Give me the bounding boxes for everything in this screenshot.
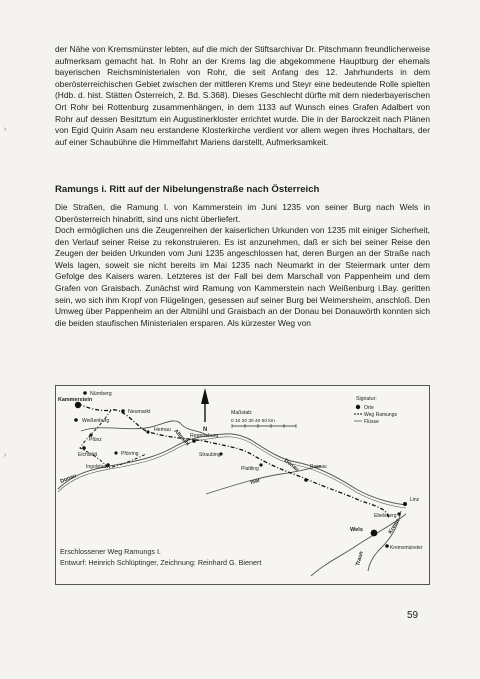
paragraph-text: Die Straßen, die Ramung I. von Kammerstein im Juni 1235 von seiner Burg nach Wels in Oberösterreich hinabritt, sind uns nicht überliefert.	[55, 202, 430, 224]
north-label: N	[203, 427, 208, 433]
place-marker	[82, 446, 86, 450]
river-label-donau-east: Donau	[282, 457, 300, 473]
place-ebelsberg: Ebelsberg	[374, 513, 397, 519]
place-marker	[114, 451, 117, 454]
margin-mark: ›	[4, 126, 7, 133]
place-straubing: Straubing	[199, 452, 221, 458]
place-regensburg: Regensburg	[190, 433, 219, 439]
place-marker	[371, 530, 378, 537]
place-marker	[397, 512, 400, 515]
river-label-isar: Isar	[249, 477, 261, 486]
legend-weg: Weg Ramungs	[364, 412, 397, 418]
place-marker	[146, 430, 149, 433]
map-caption-title: Erschlossener Weg Ramungs I.	[60, 547, 161, 556]
place-neumarkt: Neumarkt	[128, 409, 151, 415]
map-caption-credits: Entwurf: Heinrich Schlüptinger, Zeichnung: Reinhard G. Bienert	[60, 558, 262, 567]
paragraph-text: Doch ermöglichen uns die Zeugenreihen der kaiserlichen Urkunden von 1235 mit einiger Sicherheit, den Verlauf seiner Reise zu rekonstruieren. Es ist anzunehmen, daß er sich bei seiner Reise den Zeugen der beiden Urkunden vom Juni 1235 angeschlossen hat, deren Burgen an der Straße nach Wels lagen, soweit sie nicht bereits im Mai 1235 nach Neumarkt in der Steiermark unter dem Gefolge des Kaisers waren. Letzteres ist der Fall bei dem Marschall von Pappenheim und dem Grafen von Graisbach. Zunächst wird Ramung von Kammerstein nach Weißenburg i.Bay. geritten sein, wo sich ihm Kropf von Flügelingen, gesessen auf seiner Burg bei Weimersheim, anschloß. Den Umweg über Pappenheim an der Altmühl und Graisbach an der Donau bei Donauwörth konnten sich die beiden staufischen Ministerialen ersparen. Als kürzester Weg von	[55, 225, 430, 328]
river-isar	[206, 466, 321, 494]
place-hemau: Hemau	[154, 427, 171, 433]
river-label-altmuehl: Altmühl	[172, 428, 191, 448]
place-marker	[385, 544, 389, 548]
place-pfoerring: Pförring	[121, 451, 139, 457]
paragraph-route-detail	[55, 225, 430, 329]
river-donau-east-bank	[208, 437, 406, 508]
legend-title: Signatur:	[356, 396, 377, 402]
place-plattling: Plattling	[241, 466, 259, 472]
page-number: 59	[407, 610, 419, 621]
place-wels: Wels	[350, 527, 363, 533]
scale-ticks: 0 10 20 30 40 50 km	[231, 419, 275, 424]
legend-fluesse: Flüsse	[364, 419, 379, 425]
paragraph-route-intro	[55, 202, 430, 225]
place-eichstaett: Eichstätt	[78, 452, 98, 458]
place-marker	[403, 502, 407, 506]
section-heading: Ramungs i. Ritt auf der Nibelungenstraße nach Österreich	[55, 184, 320, 195]
place-nuernberg: Nürnberg	[90, 391, 112, 397]
legend-place-icon	[356, 405, 360, 409]
place-marker	[83, 391, 87, 395]
place-kremsmuenster: Kremsmünster	[390, 545, 423, 551]
legend-orte: Orte	[364, 405, 374, 411]
place-pfuenz: Pfünz	[89, 437, 102, 443]
margin-mark: ›	[4, 452, 7, 459]
river-donau-west-bank	[58, 439, 208, 492]
place-kammerstein: Kammerstein	[58, 397, 93, 403]
scale-title: Maßstab:	[231, 410, 253, 416]
place-weissenburg: Weißenburg	[82, 418, 110, 424]
paragraph-intro	[55, 44, 430, 148]
place-passau: Passau	[310, 464, 327, 470]
paragraph-text: der Nähe von Kremsmünster lebten, auf die mich der Stiftsarchivar Dr. Pitschmann freundlicherweise aufmerksam gemacht hat. In Rohr an der Krems lag die abgekommene Hauptburg der ehemals bayerischen Reichsministerialen von Rohr, die seit Anfang des 12. Jahrhunderts in dem oberösterreichischen Gebiet zwischen der mittleren Krems und Steyr eine bedeutende Rolle spielten (Hdb. d. hist. Stätten Österreich, 2. Bd. S.368). Dieses Geschlecht dürfte mit dem niederbayerischen Ort Rohr bei Rottenburg zusammenhängen, in dem 1133 auf Wunsch eines Grafen Adalbert von Rohr auf dessen Besitztum ein Augustinerkloster errichtet wurde. Die in der Barockzeit nach Plänen von Egid Quirin Asam neu erstandene Klosterkirche verdient vor allem wegen ihres Hochaltars, der auf einer Schaubühne die Himmelfahrt Mariens darstellt, Aufmerksamkeit.	[55, 44, 430, 147]
place-marker	[192, 439, 196, 443]
route-map	[55, 385, 430, 585]
place-ingolstadt: Ingolstadt	[86, 464, 108, 470]
river-label-donau-west: Donau	[59, 473, 78, 485]
place-linz: Linz	[410, 497, 420, 503]
place-marker	[259, 463, 262, 466]
river-label-krems: Krems	[387, 517, 402, 536]
place-marker	[304, 478, 308, 482]
river-label-traun: Traun	[355, 550, 365, 567]
place-marker	[121, 409, 125, 413]
place-marker	[74, 418, 78, 422]
